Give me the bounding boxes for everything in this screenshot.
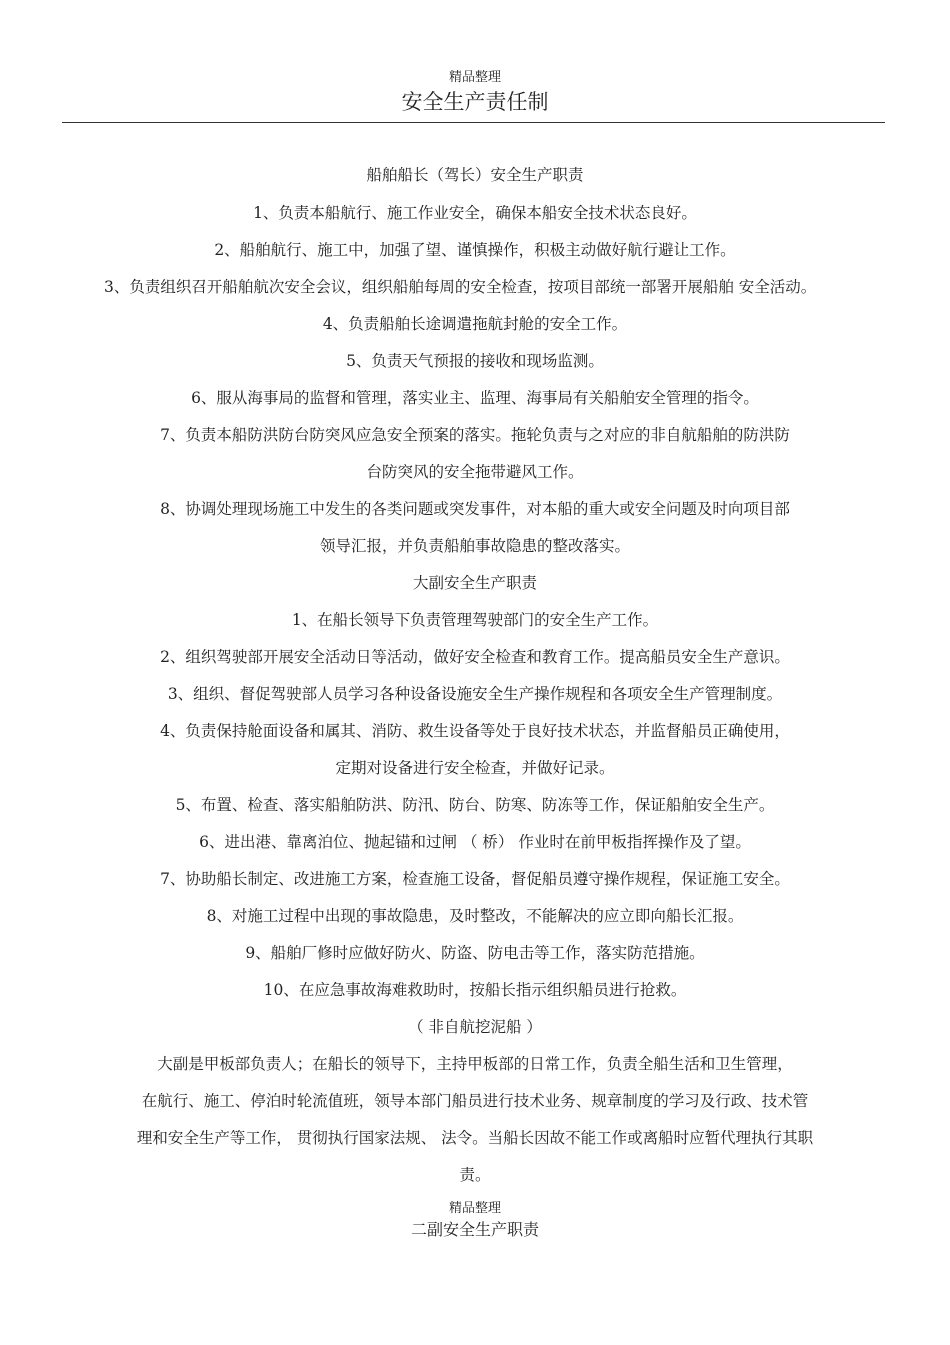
chief-mate-item-2: 2、组织驾驶部开展安全活动日等活动，做好安全检查和教育工作。提高船员安全生产意识。: [160, 648, 790, 666]
chief-mate-item-8: 8、对施工过程中出现的事故隐患，及时整改，不能解决的应立即向船长汇报。: [206, 907, 744, 925]
dredger-paragraph-line-1: 大副是甲板部负责人；在船长的领导下，主持甲板部的日常工作，负责全船生活和卫生管理，: [157, 1055, 793, 1073]
dredger-paragraph-line-4: 责。: [459, 1166, 491, 1184]
footer-watermark-text: 精品整理: [448, 1201, 501, 1216]
header-watermark-text: 精品整理: [448, 70, 501, 85]
captain-item-4: 4、负责船舶长途调遣拖航封舱的安全工作。: [322, 315, 628, 333]
chief-mate-item-7: 7、协助船长制定、改进施工方案，检查施工设备，督促船员遵守操作规程，保证施工安全。: [160, 870, 790, 888]
captain-item-1: 1、负责本船航行、施工作业安全，确保本船安全技术状态良好。: [253, 204, 697, 222]
section-heading-chief-mate: 大副安全生产职责: [412, 574, 537, 592]
captain-item-7: 7、负责本船防洪防台防突风应急安全预案的落实。拖轮负责与之对应的非自航船舶的防洪防: [160, 426, 790, 444]
captain-item-5: 5、负责天气预报的接收和现场监测。: [346, 352, 604, 370]
next-section-heading: 二副安全生产职责: [410, 1220, 539, 1239]
captain-item-8: 8、协调处理现场施工中发生的各类问题或突发事件，对本船的重大或安全问题及时向项目部: [160, 500, 790, 518]
captain-item-3: 3、负责组织召开船舶航次安全会议，组织船舶每周的安全检查，按项目部统一部署开展船舶 安全活动。: [104, 278, 817, 296]
chief-mate-item-9: 9、船舶厂修时应做好防火、防盗、防电击等工作，落实防范措施。: [245, 944, 705, 962]
chief-mate-item-4-cont: 定期对设备进行安全检查，并做好记录。: [335, 759, 615, 777]
header-divider: [62, 122, 885, 123]
section-heading-captain: 船舶船长（驾长）安全生产职责: [366, 166, 584, 184]
dredger-paragraph-line-2: 在航行、施工、停泊时轮流值班，领导本部门船员进行技术业务、规章制度的学习及行政、技术管: [141, 1092, 809, 1110]
chief-mate-item-5: 5、布置、检查、落实船舶防洪、防汛、防台、防寒、防冻等工作，保证船舶安全生产。: [175, 796, 775, 814]
captain-item-8-cont: 领导汇报，并负责船舶事故隐患的整改落实。: [319, 537, 630, 555]
dredger-paragraph-line-3: 理和安全生产等工作， 贯彻执行国家法规、 法令。当船长因故不能工作或离船时应暂代理执行其职: [136, 1129, 814, 1147]
chief-mate-item-4: 4、负责保持舱面设备和属其、消防、救生设备等处于良好技术状态，并监督船员正确使用，: [160, 722, 790, 740]
page-title: 安全生产责任制: [401, 90, 549, 114]
chief-mate-item-3: 3、组织、督促驾驶部人员学习各种设备设施安全生产操作规程和各项安全生产管理制度。: [167, 685, 783, 703]
captain-item-6: 6、服从海事局的监督和管理，落实业主、监理、海事局有关船舶安全管理的指令。: [191, 389, 759, 407]
chief-mate-item-6: 6、进出港、靠离泊位、抛起锚和过闸 （ 桥） 作业时在前甲板指挥操作及了望。: [199, 833, 751, 851]
captain-item-7-cont: 台防突风的安全拖带避风工作。: [366, 463, 584, 481]
chief-mate-item-1: 1、在船长领导下负责管理驾驶部门的安全生产工作。: [291, 611, 659, 629]
section-heading-dredger: （ 非自航挖泥船 ）: [408, 1018, 542, 1036]
captain-item-2: 2、船舶航行、施工中，加强了望、谨慎操作，积极主动做好航行避让工作。: [214, 241, 736, 259]
chief-mate-item-10: 10、在应急事故海难救助时，按船长指示组织船员进行抢救。: [263, 981, 687, 999]
